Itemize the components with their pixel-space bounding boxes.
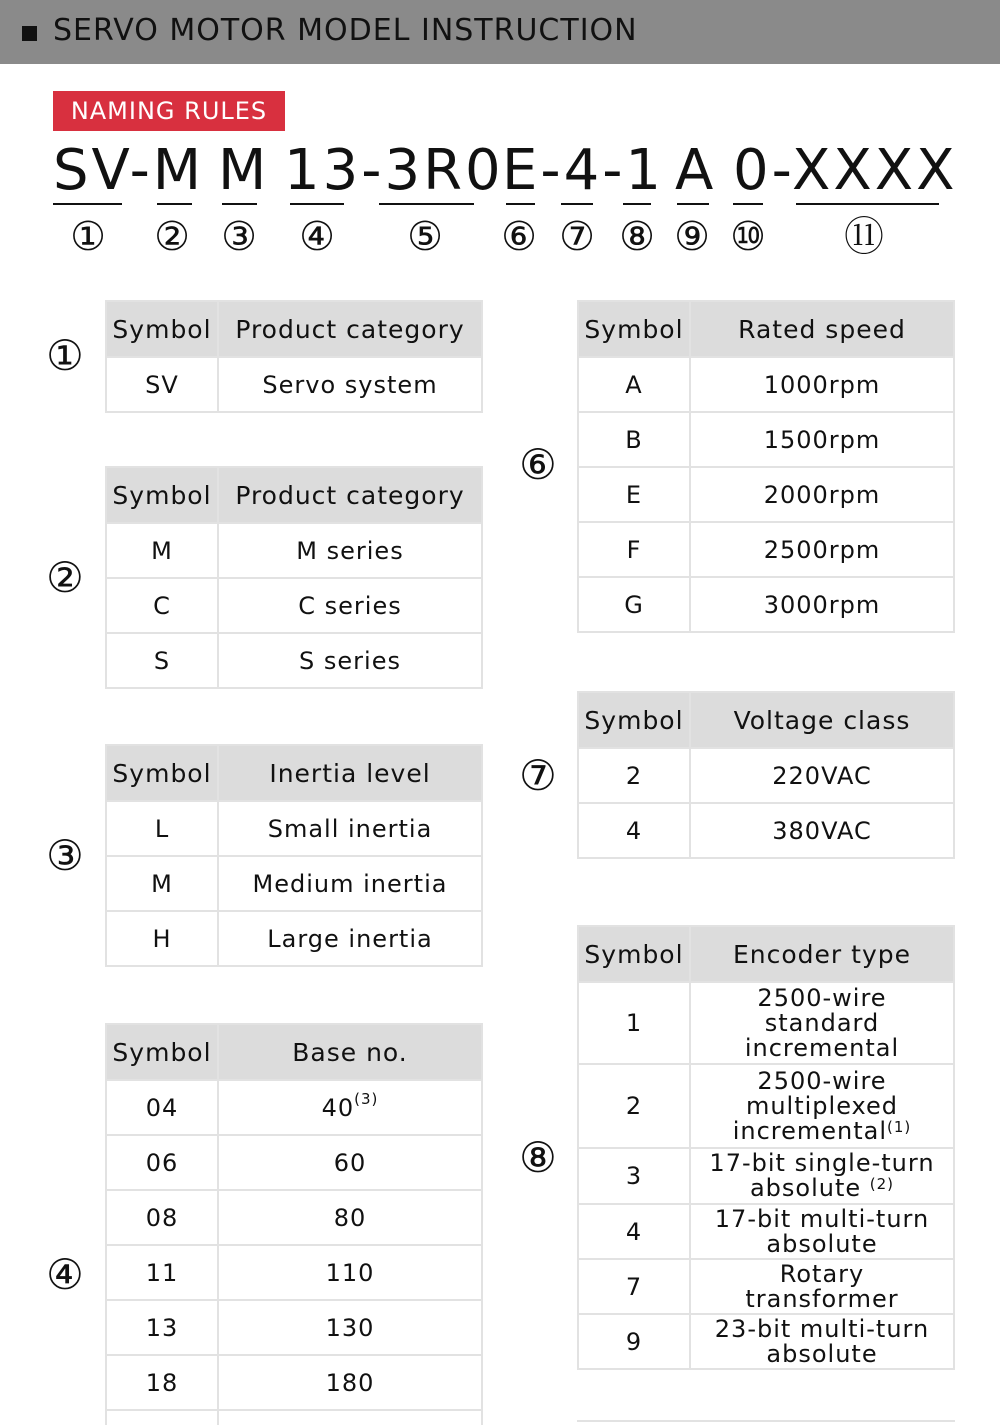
code-underline <box>623 203 651 205</box>
symbol-cell: 06 <box>106 1135 218 1190</box>
symbol-cell: M <box>106 523 218 578</box>
table-header-row <box>578 926 954 982</box>
value-cell: 2000rpm <box>690 467 954 522</box>
table-header-row <box>106 301 482 357</box>
next-table-edge <box>577 1420 955 1422</box>
column-header: Symbol <box>578 301 690 357</box>
table-row <box>106 523 482 578</box>
table-row <box>106 801 482 856</box>
symbol-cell: 18 <box>106 1355 218 1410</box>
code-part-e-4-1: E-4-1 <box>502 138 665 203</box>
table-row <box>578 1064 954 1148</box>
symbol-cell <box>106 1410 218 1425</box>
value-cell: 180 <box>218 1355 482 1410</box>
column-header: Symbol <box>106 467 218 523</box>
symbol-cell: L <box>106 801 218 856</box>
section-number-2: ② <box>46 553 84 602</box>
table-row <box>578 1259 954 1314</box>
section-number-3: ③ <box>46 831 84 880</box>
symbol-cell: F <box>578 522 690 577</box>
column-header: Product category <box>218 467 482 523</box>
value-cell: 1500rpm <box>690 412 954 467</box>
symbol-cell: B <box>578 412 690 467</box>
table-row <box>578 467 954 522</box>
series-table <box>105 466 483 689</box>
value-line: 17-bit single-turn <box>709 1149 935 1177</box>
code-part-sv-m: SV-M <box>53 138 205 203</box>
symbol-cell: A <box>578 357 690 412</box>
value-cell <box>218 1410 482 1425</box>
code-underline <box>290 203 344 205</box>
voltage-class-table <box>577 691 955 859</box>
value-text: 40 <box>321 1093 355 1122</box>
position-number-8: ⑧ <box>619 214 655 260</box>
value-line <box>691 1116 953 1145</box>
table-row-partial <box>106 1410 482 1425</box>
rated-speed-table <box>577 300 955 633</box>
value-text: incremental <box>732 1116 888 1145</box>
value-line: 23-bit multi-turn <box>714 1314 930 1343</box>
code-underline <box>506 203 535 205</box>
table-row <box>106 1300 482 1355</box>
product-category-table <box>105 300 483 413</box>
value-cell: 110 <box>218 1245 482 1300</box>
value-cell: 2500rpm <box>690 522 954 577</box>
section-number-4: ④ <box>46 1250 84 1299</box>
code-underline <box>157 203 192 205</box>
code-part-0-xxxx: 0-XXXX <box>733 138 958 203</box>
symbol-cell: 2 <box>578 748 690 803</box>
symbol-cell: 1 <box>578 982 690 1064</box>
value-cell <box>690 982 954 1064</box>
value-cell: 80 <box>218 1190 482 1245</box>
table-header-row <box>578 301 954 357</box>
table-row <box>106 633 482 688</box>
column-header: Product category <box>218 301 482 357</box>
base-number-table <box>105 1023 483 1425</box>
value-cell: Large inertia <box>218 911 482 966</box>
value-cell: Medium inertia <box>218 856 482 911</box>
code-part-m: M <box>218 138 270 203</box>
position-number-1: ① <box>70 214 106 260</box>
page-title: SERVO MOTOR MODEL INSTRUCTION <box>53 13 638 48</box>
symbol-cell: M <box>106 856 218 911</box>
column-header: Rated speed <box>690 301 954 357</box>
table-header-row <box>106 745 482 801</box>
footnote-mark: (1) <box>887 1117 912 1136</box>
table-row <box>106 1355 482 1410</box>
value-line: 2500-wire <box>757 983 887 1012</box>
table-row <box>106 1190 482 1245</box>
table-row <box>106 357 482 412</box>
table-row <box>578 982 954 1064</box>
value-cell: 220VAC <box>690 748 954 803</box>
value-cell <box>690 1259 954 1314</box>
table-row <box>578 803 954 858</box>
table-row <box>578 1314 954 1369</box>
section-number-6: ⑥ <box>519 440 557 489</box>
code-part-a: A <box>675 138 717 203</box>
value-cell: Small inertia <box>218 801 482 856</box>
value-cell: 3000rpm <box>690 577 954 632</box>
header-bar <box>0 0 1000 64</box>
symbol-cell: E <box>578 467 690 522</box>
code-underline <box>561 203 593 205</box>
table-row <box>106 1080 482 1135</box>
section-number-8: ⑧ <box>519 1133 557 1182</box>
value-line: standard <box>764 1008 880 1037</box>
symbol-cell: C <box>106 578 218 633</box>
table-row <box>578 1148 954 1204</box>
position-number-7: ⑦ <box>559 214 595 260</box>
value-line: multiplexed <box>745 1091 899 1120</box>
symbol-cell: 4 <box>578 803 690 858</box>
table-header-row <box>106 1024 482 1080</box>
symbol-cell: G <box>578 577 690 632</box>
code-underline <box>796 203 939 205</box>
value-line: Rotary <box>779 1259 865 1288</box>
symbol-cell: 7 <box>578 1259 690 1314</box>
position-number-11: ⑪ <box>844 214 884 260</box>
table-row <box>578 522 954 577</box>
table-header-row <box>578 692 954 748</box>
value-cell <box>218 1080 482 1135</box>
value-line: absolute <box>766 1229 878 1258</box>
symbol-cell: S <box>106 633 218 688</box>
section-number-1: ① <box>46 331 84 380</box>
symbol-cell: 2 <box>578 1064 690 1148</box>
position-number-2: ② <box>154 214 190 260</box>
table-row <box>106 1135 482 1190</box>
symbol-cell: 9 <box>578 1314 690 1369</box>
table-row <box>106 911 482 966</box>
value-cell: 1000rpm <box>690 357 954 412</box>
symbol-cell: 08 <box>106 1190 218 1245</box>
value-cell: Servo system <box>218 357 482 412</box>
code-underline <box>677 203 709 205</box>
value-text: absolute <box>749 1174 862 1202</box>
position-number-10: ⑩ <box>730 214 766 260</box>
code-part-13-3r0: 13-3R0 <box>284 138 504 203</box>
table-header-row <box>106 467 482 523</box>
column-header: Symbol <box>106 745 218 801</box>
table-row <box>106 856 482 911</box>
code-underline <box>379 203 474 205</box>
value-cell: 130 <box>218 1300 482 1355</box>
position-number-3: ③ <box>221 214 257 260</box>
column-header: Symbol <box>106 1024 218 1080</box>
header-square-icon <box>22 26 37 41</box>
value-cell: C series <box>218 578 482 633</box>
position-number-5: ⑤ <box>407 214 443 260</box>
position-number-6: ⑥ <box>501 214 537 260</box>
symbol-cell: 3 <box>578 1148 690 1204</box>
symbol-cell: H <box>106 911 218 966</box>
column-header: Encoder type <box>690 926 954 982</box>
symbol-cell: 4 <box>578 1204 690 1259</box>
value-cell <box>690 1314 954 1369</box>
footnote-mark: (3) <box>354 1089 379 1108</box>
column-header: Voltage class <box>690 692 954 748</box>
position-number-9: ⑨ <box>674 214 710 260</box>
value-line: absolute <box>766 1339 878 1368</box>
value-cell: 380VAC <box>690 803 954 858</box>
value-cell: 60 <box>218 1135 482 1190</box>
value-cell <box>690 1204 954 1259</box>
table-row <box>106 578 482 633</box>
column-header: Inertia level <box>218 745 482 801</box>
symbol-cell: 11 <box>106 1245 218 1300</box>
value-cell: S series <box>218 633 482 688</box>
table-row <box>578 577 954 632</box>
value-cell: M series <box>218 523 482 578</box>
table-row <box>578 748 954 803</box>
code-underline <box>222 203 257 205</box>
table-row <box>578 412 954 467</box>
column-header: Base no. <box>218 1024 482 1080</box>
inertia-level-table <box>105 744 483 967</box>
code-underline <box>53 203 122 205</box>
value-line: 17-bit multi-turn <box>714 1204 930 1233</box>
symbol-cell: SV <box>106 357 218 412</box>
value-cell <box>690 1148 954 1204</box>
table-row <box>106 1245 482 1300</box>
table-row <box>578 1204 954 1259</box>
code-underline <box>733 203 763 205</box>
column-header: Symbol <box>578 926 690 982</box>
column-header: Symbol <box>106 301 218 357</box>
table-row <box>578 357 954 412</box>
column-header: Symbol <box>578 692 690 748</box>
value-line <box>691 1176 953 1201</box>
footnote-mark: (2) <box>869 1175 895 1193</box>
symbol-cell: 04 <box>106 1080 218 1135</box>
section-number-7: ⑦ <box>519 751 557 800</box>
naming-rules-badge: NAMING RULES <box>53 91 285 131</box>
position-number-4: ④ <box>299 214 335 260</box>
encoder-type-table <box>577 925 955 1370</box>
value-line: 2500-wire <box>757 1066 887 1095</box>
value-cell <box>690 1064 954 1148</box>
value-line: incremental <box>744 1033 900 1062</box>
value-line: transformer <box>745 1284 899 1313</box>
symbol-cell: 13 <box>106 1300 218 1355</box>
